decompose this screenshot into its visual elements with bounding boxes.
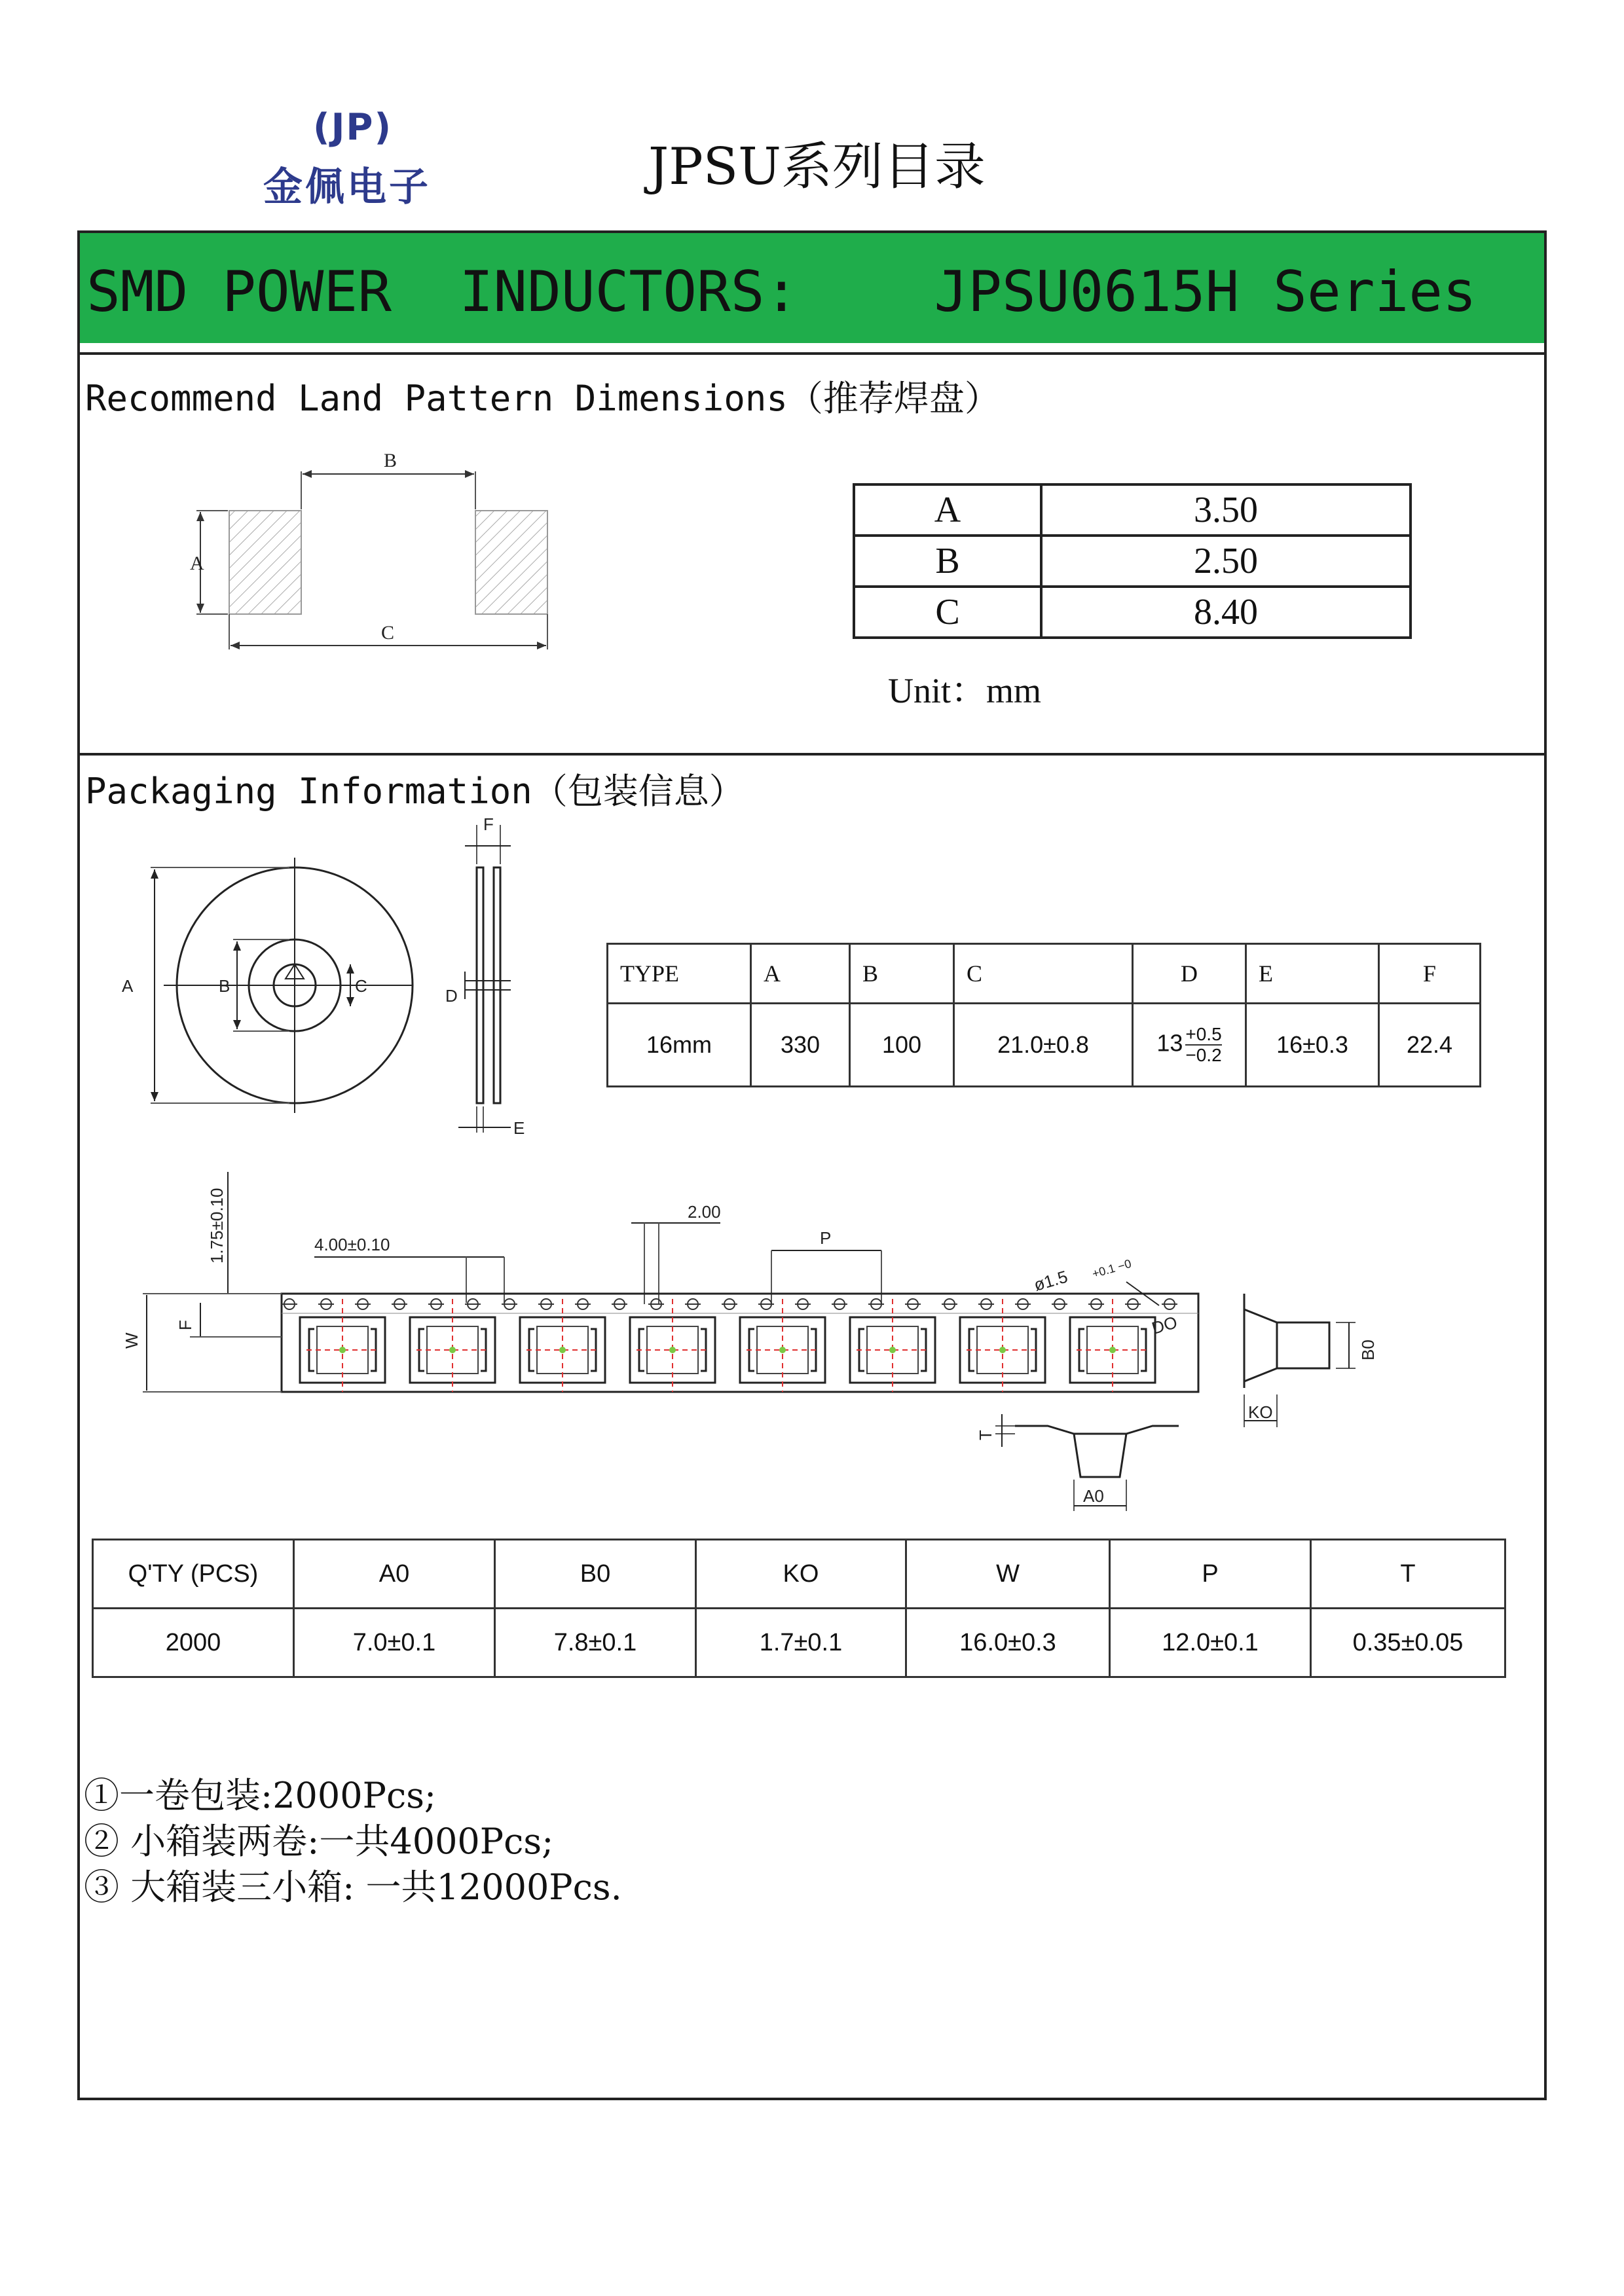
sprocket-hole bbox=[465, 1299, 481, 1309]
reel-label-a: A bbox=[122, 976, 134, 996]
tape-pocket bbox=[300, 1299, 385, 1392]
tape-header-qty: Q'TY (PCS) bbox=[93, 1540, 294, 1609]
tape-value-a0: 7.0±0.1 bbox=[294, 1609, 495, 1677]
reel-table bbox=[606, 943, 1481, 1087]
reel-header-d: D bbox=[1133, 944, 1246, 1004]
sprocket-hole bbox=[355, 1299, 371, 1309]
tape-header-w: W bbox=[906, 1540, 1110, 1609]
tape-header-ko: KO bbox=[696, 1540, 906, 1609]
sprocket-hole bbox=[795, 1299, 811, 1309]
packaging-notes bbox=[84, 1773, 622, 1910]
land-label-c: C bbox=[381, 622, 395, 644]
land-label-b: B bbox=[384, 450, 397, 471]
tape-label-b0: B0 bbox=[1358, 1339, 1378, 1360]
tape-label-hole: ø1.5 bbox=[1031, 1266, 1070, 1295]
sprocket-holes bbox=[282, 1299, 1177, 1309]
sprocket-hole bbox=[978, 1299, 994, 1309]
reel-header-b: B bbox=[850, 944, 954, 1004]
tape-value-ko: 1.7±0.1 bbox=[696, 1609, 906, 1677]
tape-label-a0: A0 bbox=[1083, 1486, 1104, 1506]
right-pad bbox=[475, 511, 547, 614]
tape-label-height: 1.75±0.10 bbox=[207, 1188, 227, 1264]
logo-code: (JP) bbox=[313, 106, 393, 149]
sprocket-hole bbox=[722, 1299, 737, 1309]
sprocket-hole bbox=[575, 1299, 591, 1309]
reel-header-type: TYPE bbox=[608, 944, 751, 1004]
sprocket-hole bbox=[832, 1299, 847, 1309]
tape-diagram bbox=[118, 1165, 1401, 1532]
reel-value-d-base: 13 bbox=[1156, 1029, 1183, 1057]
tape-label-ko: KO bbox=[1248, 1402, 1273, 1422]
tape-pocket bbox=[1070, 1299, 1155, 1392]
reel-label-c: C bbox=[355, 976, 367, 996]
sprocket-hole bbox=[942, 1299, 957, 1309]
tape-value-qty: 2000 bbox=[93, 1609, 294, 1677]
land-pattern-title: Recommend Land Pattern Dimensions（推荐焊盘） bbox=[85, 378, 1000, 419]
land-label-cell: C bbox=[854, 587, 1041, 638]
tape-header-p: P bbox=[1110, 1540, 1311, 1609]
tape-label-gap: 2.00 bbox=[688, 1202, 721, 1222]
sprocket-hole bbox=[1052, 1299, 1067, 1309]
unit-label: Unit：mm bbox=[888, 671, 1042, 710]
left-pad bbox=[229, 511, 301, 614]
sprocket-hole bbox=[685, 1299, 701, 1309]
reel-header-e: E bbox=[1246, 944, 1379, 1004]
reel-header-f: F bbox=[1379, 944, 1481, 1004]
reel-value-c: 21.0±0.8 bbox=[954, 1004, 1133, 1087]
tape-pocket bbox=[850, 1299, 935, 1392]
reel-value-a: 330 bbox=[751, 1004, 850, 1087]
reel-label-b: B bbox=[219, 976, 231, 996]
reel-label-f: F bbox=[483, 814, 494, 834]
tape-value-p: 12.0±0.1 bbox=[1110, 1609, 1311, 1677]
tape-value-row bbox=[93, 1609, 1505, 1677]
tape-pocket bbox=[630, 1299, 715, 1392]
table-row bbox=[854, 536, 1411, 587]
tape-value-b0: 7.8±0.1 bbox=[495, 1609, 696, 1677]
tape-header-t: T bbox=[1311, 1540, 1505, 1609]
sprocket-hole bbox=[905, 1299, 921, 1309]
reel-header-a: A bbox=[751, 944, 850, 1004]
table-row bbox=[854, 484, 1411, 536]
tape-pocket bbox=[410, 1299, 495, 1392]
land-label-a: A bbox=[190, 553, 204, 574]
tape-table bbox=[92, 1539, 1506, 1678]
tape-value-w: 16.0±0.3 bbox=[906, 1609, 1110, 1677]
land-label-cell: A bbox=[854, 484, 1041, 536]
reel-header-row bbox=[608, 944, 1481, 1004]
reel-value-d-tolerance bbox=[1185, 1025, 1221, 1065]
tape-pocket bbox=[520, 1299, 605, 1392]
sprocket-hole bbox=[392, 1299, 407, 1309]
sprocket-hole bbox=[1162, 1299, 1177, 1309]
reel-value-b: 100 bbox=[850, 1004, 954, 1087]
reel-value-d-plus: +0.5 bbox=[1185, 1024, 1222, 1044]
sprocket-hole bbox=[648, 1299, 664, 1309]
reel-diagram bbox=[118, 812, 550, 1152]
reel-value-row bbox=[608, 1004, 1481, 1087]
note-line: ② 小箱装两卷:一共4000Pcs; bbox=[84, 1821, 554, 1862]
sprocket-hole bbox=[282, 1299, 297, 1309]
tape-label-p: P bbox=[820, 1228, 832, 1248]
tape-header-row bbox=[93, 1540, 1505, 1609]
tape-label-f: F bbox=[175, 1320, 195, 1330]
reel-value-d bbox=[1133, 1004, 1246, 1087]
tape-label-t: T bbox=[976, 1430, 995, 1440]
tape-header-a0: A0 bbox=[294, 1540, 495, 1609]
note-line: ③ 大箱装三小箱: 一共12000Pcs. bbox=[84, 1867, 622, 1908]
sprocket-hole bbox=[1088, 1299, 1104, 1309]
reel-label-e: E bbox=[513, 1118, 525, 1138]
banner-divider bbox=[80, 352, 1544, 355]
section-divider bbox=[80, 753, 1544, 756]
reel-value-type: 16mm bbox=[608, 1004, 751, 1087]
sprocket-hole bbox=[1015, 1299, 1031, 1309]
reel-value-e: 16±0.3 bbox=[1246, 1004, 1379, 1087]
sprocket-hole bbox=[1125, 1299, 1141, 1309]
tape-pocket bbox=[740, 1299, 825, 1392]
reel-label-d: D bbox=[445, 986, 458, 1006]
sprocket-hole bbox=[612, 1299, 627, 1309]
packaging-title: Packaging Information（包装信息） bbox=[85, 771, 745, 812]
tape-label-pitch0: 4.00±0.10 bbox=[314, 1235, 390, 1254]
tape-header-b0: B0 bbox=[495, 1540, 696, 1609]
tape-pockets bbox=[300, 1299, 1155, 1392]
tape-value-t: 0.35±0.05 bbox=[1311, 1609, 1505, 1677]
table-row bbox=[854, 587, 1411, 638]
tape-label-do: DO bbox=[1149, 1312, 1180, 1338]
reel-value-f: 22.4 bbox=[1379, 1004, 1481, 1087]
land-value-cell: 3.50 bbox=[1041, 484, 1411, 536]
land-pattern-diagram bbox=[183, 445, 576, 661]
land-value-cell: 2.50 bbox=[1041, 536, 1411, 587]
sprocket-hole bbox=[428, 1299, 444, 1309]
logo-name: 金佩电子 bbox=[263, 164, 431, 210]
land-value-cell: 8.40 bbox=[1041, 587, 1411, 638]
land-pattern-table bbox=[853, 483, 1412, 639]
land-label-cell: B bbox=[854, 536, 1041, 587]
tape-label-w: W bbox=[122, 1332, 141, 1349]
tape-pocket bbox=[960, 1299, 1045, 1392]
series-banner-text: SMD POWER INDUCTORS: JPSU0615H Series bbox=[86, 259, 1477, 325]
note-line: ①一卷包装:2000Pcs; bbox=[84, 1775, 437, 1816]
sprocket-hole bbox=[318, 1299, 334, 1309]
reel-header-c: C bbox=[954, 944, 1133, 1004]
reel-value-d-minus: −0.2 bbox=[1185, 1045, 1222, 1065]
tape-label-hole-tol: +0.1 −0 bbox=[1090, 1256, 1133, 1281]
document-title: JPSU系列目录 bbox=[648, 137, 986, 196]
sprocket-hole bbox=[538, 1299, 554, 1309]
